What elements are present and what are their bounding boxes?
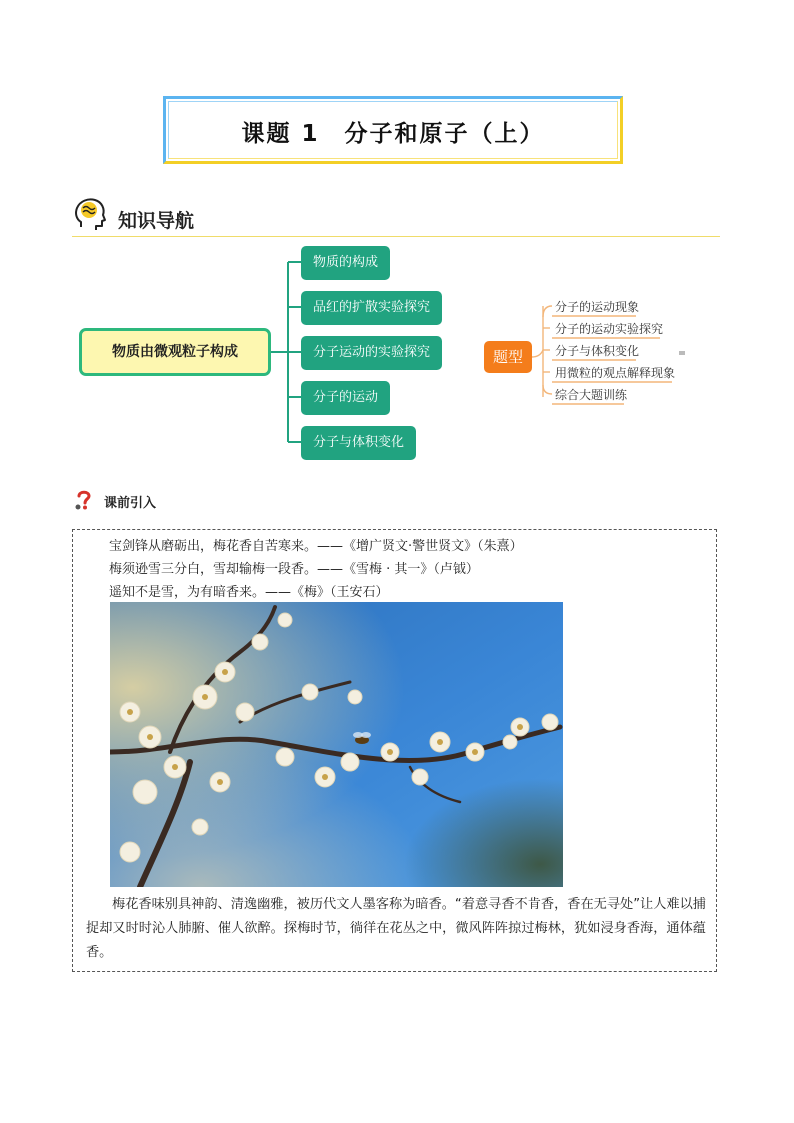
title-box <box>163 96 623 164</box>
poem-line: 梅须逊雪三分白，雪却输梅一段香。——《雪梅 · 其一》（卢钺） <box>109 562 479 577</box>
section-title-preclass: 课前引入 <box>104 496 157 511</box>
mind-map <box>0 240 794 465</box>
question-type-item: 分子的运动现象 <box>555 300 640 314</box>
mind-map-node: 品红的扩散实验探究 <box>301 291 442 325</box>
section-title-knowledge-nav: 知识导航 <box>118 210 195 232</box>
section-divider <box>72 236 720 237</box>
mind-map-node: 分子运动的实验探究 <box>301 336 442 370</box>
poem-line: 遥知不是雪，为有暗香来。——《梅》（王安石） <box>109 585 389 600</box>
question-type-item: 综合大题训练 <box>555 388 628 402</box>
mind-map-node: 物质的构成 <box>301 246 390 280</box>
intro-paragraph: 梅花香味别具神韵、清逸幽雅，被历代文人墨客称为暗香。“着意寻香不肯香，香在无寻处”让人难以捕捉却又时时沁人肺腑、催人欲醉。探梅时节，徜徉在花丛之中，微风阵阵掠过梅林，犹如浸身香海，通体蕴香。 <box>86 897 706 960</box>
question-type-item: 用微粒的观点解释现象 <box>555 366 676 380</box>
page-title: 课题 1 分子和原子（上） <box>241 121 545 147</box>
plum-blossom-with-bee-photo <box>110 602 563 887</box>
question-type-node: 题型 <box>484 341 532 373</box>
brain-head-icon <box>72 196 108 232</box>
mind-map-node: 分子的运动 <box>301 381 390 415</box>
mind-map-node: 分子与体积变化 <box>301 426 416 460</box>
poem-line: 宝剑锋从磨砺出，梅花香自苦寒来。——《增广贤文·警世贤文》（朱熹） <box>109 539 523 554</box>
question-type-item: 分子的运动实验探究 <box>555 322 664 336</box>
question-mark-icon <box>74 489 94 511</box>
question-type-item: 分子与体积变化 <box>555 344 640 358</box>
mind-map-root: 物质由微观粒子构成 <box>79 328 271 376</box>
